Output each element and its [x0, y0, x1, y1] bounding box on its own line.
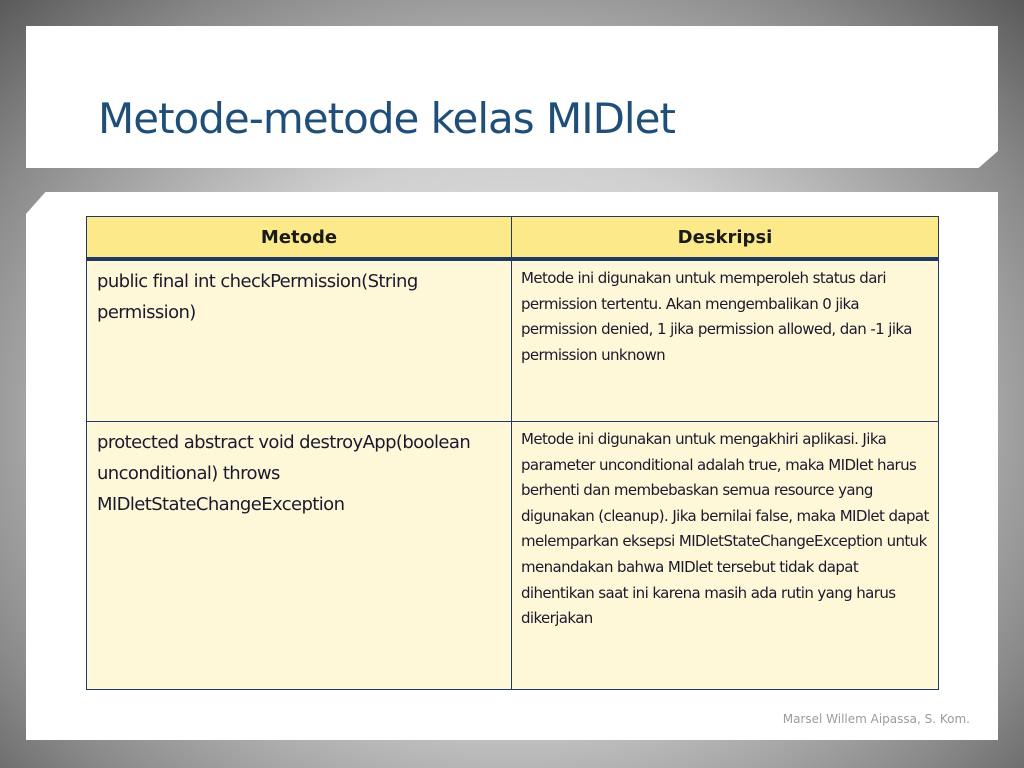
slide-title: Metode-metode kelas MIDlet — [98, 94, 675, 143]
method-cell: protected abstract void destroyApp(boolean unconditional) throws MIDletStateChangeException — [87, 422, 512, 690]
method-cell: public final int checkPermission(String permission) — [87, 259, 512, 422]
table-row — [87, 259, 939, 422]
column-header-description: Deskripsi — [512, 217, 939, 260]
table-row — [87, 422, 939, 690]
methods-table — [86, 216, 939, 690]
author-footer: Marsel Willem Aipassa, S. Kom. — [782, 712, 970, 726]
table-header-row — [87, 217, 939, 260]
column-header-method: Metode — [87, 217, 512, 260]
description-cell: Metode ini digunakan untuk mengakhiri aplikasi. Jika parameter unconditional adalah true, maka MIDlet harus berhenti dan membebaskan semua resource yang digunakan (cleanup). Jika bernilai false, maka MIDlet dapat melemparkan eksepsi MIDletStateChangeException untuk menandakan bahwa MIDlet tersebut tidak dapat dihentikan saat ini karena masih ada rutin yang harus dikerjakan — [512, 422, 939, 690]
description-cell: Metode ini digunakan untuk memperoleh status dari permission tertentu. Akan mengembalikan 0 jika permission denied, 1 jika permission allowed, dan -1 jika permission unknown — [512, 259, 939, 422]
